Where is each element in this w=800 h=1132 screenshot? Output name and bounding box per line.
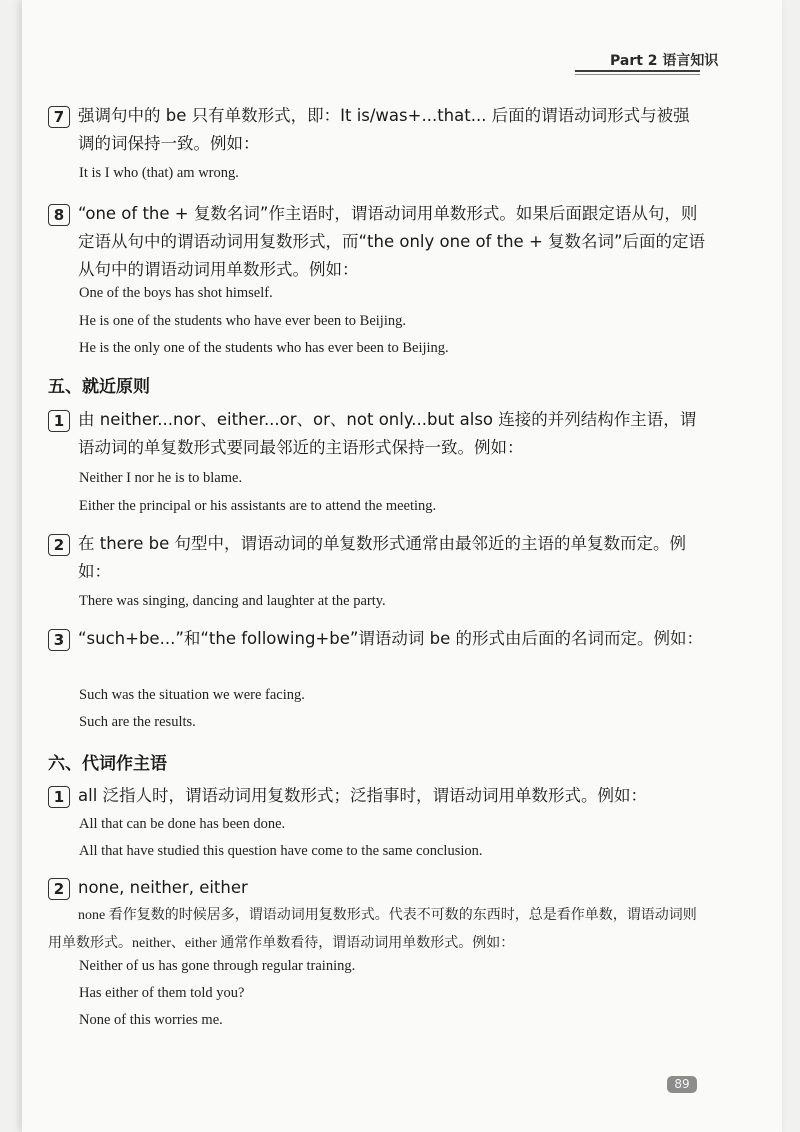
s5-rule-2-example-1: There was singing, dancing and laughter at the party. <box>79 593 386 609</box>
rule-8-number: 8 <box>48 204 70 226</box>
page-number: 89 <box>667 1076 697 1093</box>
rule-8-example-2: He is one of the students who have ever been to Beijing. <box>79 313 406 329</box>
s6-rule-2-example-1: Neither of us has gone through regular training. <box>79 958 356 974</box>
section-5-title: 五、就近原则 <box>48 377 150 397</box>
s6-rule-1-text: all 泛指人时，谓语动词用复数形式；泛指事时，谓语动词用单数形式。例如： <box>78 786 648 805</box>
running-header: Part 2 语言知识 <box>610 53 719 69</box>
s5-rule-2-number: 2 <box>48 534 70 556</box>
s5-rule-3-example-2: Such are the results. <box>79 714 196 730</box>
s5-rule-1-number: 1 <box>48 410 70 432</box>
rule-7-number: 7 <box>48 106 70 128</box>
rule-8-example-3: He is the only one of the students who has ever been to Beijing. <box>79 340 449 356</box>
s6-rule-1-example-1: All that can be done has been done. <box>79 816 286 832</box>
header-rule <box>575 70 700 72</box>
rule-7-text: 强调句中的 be 只有单数形式，即：It is/was+...that... 后面的谓语动词形式与被强调的词保持一致。例如： <box>78 106 690 153</box>
s5-rule-3-number: 3 <box>48 629 70 651</box>
s5-rule-2-text: 在 there be 句型中，谓语动词的单复数形式通常由最邻近的主语的单复数而定。例如： <box>78 534 687 581</box>
s5-rule-3-text: “such+be...”和“the following+be”谓语动词 be 的形式由后面的名词而定。例如： <box>78 629 704 648</box>
s5-rule-3-example-1: Such was the situation we were facing. <box>79 687 305 703</box>
s5-rule-1-example-1: Neither I nor he is to blame. <box>79 470 243 486</box>
rule-8-text: “one of the + 复数名词”作主语时，谓语动词用单数形式。如果后面跟定语从句，则定语从句中的谓语动词用复数形式，而“the only one of the + 复数名词”后面的定语从句中的谓语动词用单数形式。例如： <box>78 204 706 279</box>
s6-rule-2-text: none, neither, either <box>78 878 248 897</box>
s5-rule-1-example-2: Either the principal or his assistants are to attend the meeting. <box>79 498 437 514</box>
rule-8-example-1: One of the boys has shot himself. <box>79 285 273 301</box>
section-6-title: 六、代词作主语 <box>48 754 167 774</box>
s5-rule-1-text: 由 neither...nor、either...or、or、not only...but also 连接的并列结构作主语，谓语动词的单复数形式要同最邻近的主语形式保持一致。例如： <box>78 410 697 457</box>
header-rule-thin <box>575 74 700 75</box>
s6-rule-1-number: 1 <box>48 786 70 808</box>
s6-rule-2-example-2: Has either of them told you? <box>79 985 245 1001</box>
s6-rule-2-note-text: none 看作复数的时候居多，谓语动词用复数形式。代表不可数的东西时，总是看作单数，谓语动词则用单数形式。neither、either 通常作单数看待，谓语动词用单数形式。例如： <box>48 908 697 951</box>
s6-rule-2-note <box>48 902 698 958</box>
rule-7-example-1: It is I who (that) am wrong. <box>79 165 239 181</box>
s6-rule-2-example-3: None of this worries me. <box>79 1012 223 1028</box>
s6-rule-2-number: 2 <box>48 878 70 900</box>
s6-rule-1-example-2: All that have studied this question have come to the same conclusion. <box>79 843 483 859</box>
